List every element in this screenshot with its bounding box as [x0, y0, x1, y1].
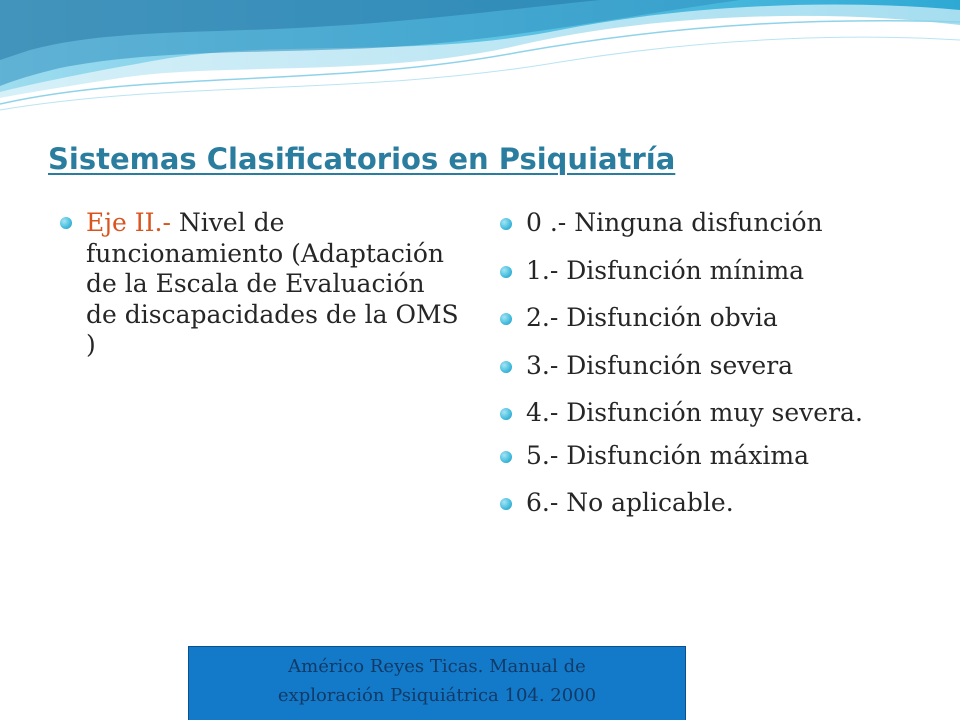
scale-item-text: 5.- Disfunción máxima — [526, 440, 809, 470]
bullet-icon — [500, 451, 512, 463]
scale-item — [500, 208, 930, 239]
slide-title: Sistemas Clasificatorios en Psiquiatría — [48, 142, 676, 176]
scale-item — [500, 398, 930, 429]
scale-item-text: 1.- Disfunción mínima — [526, 255, 805, 285]
citation-line-1: Américo Reyes Ticas. Manual de — [288, 656, 586, 677]
bullet-icon — [500, 361, 512, 373]
scale-item — [500, 351, 930, 382]
header-wave-decoration — [0, 0, 960, 115]
functioning-scale-list — [500, 208, 930, 536]
axis-description: Nivel de funcionamiento (Adaptación de la Escala de Evaluación de discapacidades de la OMS ) — [86, 208, 459, 359]
scale-item-text: 2.- Disfunción obvia — [526, 303, 778, 332]
bullet-icon — [500, 218, 512, 230]
bullet-icon — [500, 313, 512, 325]
scale-item — [500, 256, 930, 287]
axis-label: Eje II.- — [86, 208, 171, 237]
citation-line-2: exploración Psiquiátrica 104. 2000 — [277, 685, 597, 706]
bullet-icon — [60, 217, 72, 229]
scale-item-text: 3.- Disfunción severa — [526, 350, 794, 380]
axis-bullet — [60, 208, 460, 361]
citation-box — [188, 646, 686, 720]
axis-description-list — [60, 208, 460, 361]
bullet-icon — [500, 266, 512, 278]
scale-item — [500, 488, 930, 519]
scale-item-text: 0 .- Ninguna disfunción — [526, 208, 823, 237]
scale-item — [500, 303, 930, 334]
scale-item — [500, 441, 930, 472]
bullet-icon — [500, 408, 512, 420]
scale-item-text: 6.- No aplicable. — [526, 488, 734, 517]
scale-item-text: 4.- Disfunción muy severa. — [526, 398, 863, 427]
bullet-icon — [500, 498, 512, 510]
